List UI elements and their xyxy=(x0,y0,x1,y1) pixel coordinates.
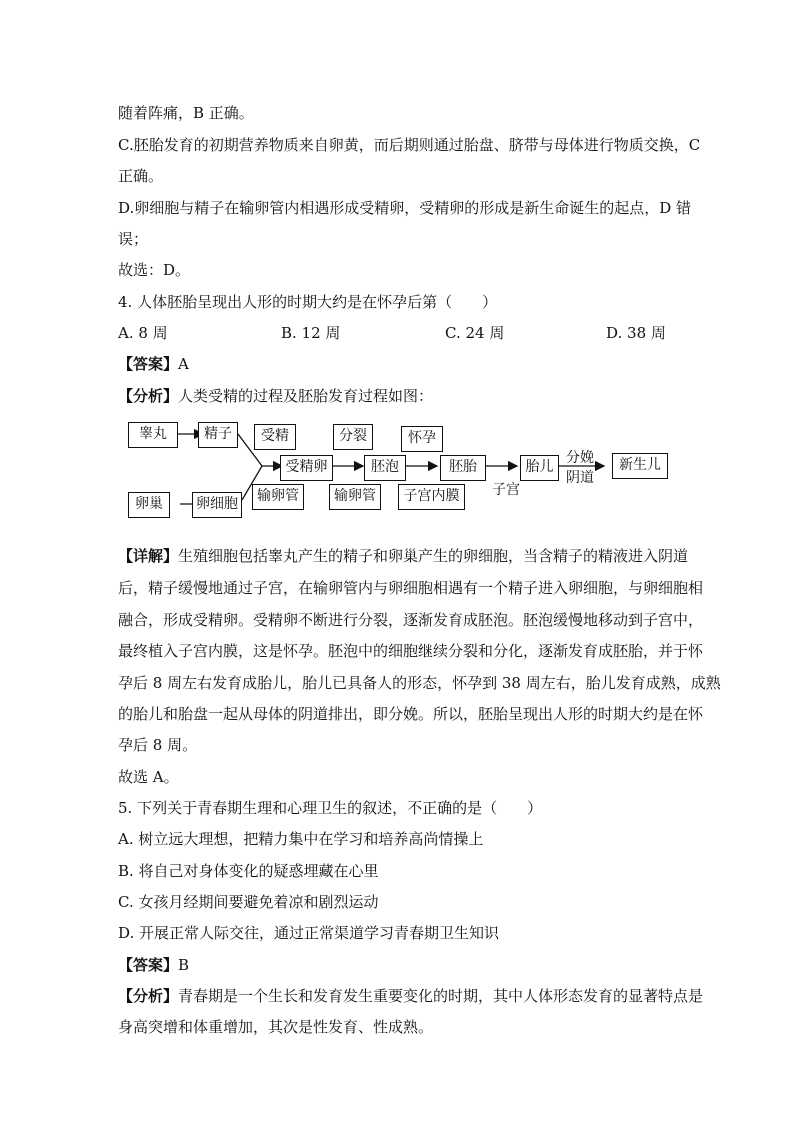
conclusion-line: 故选 A。 xyxy=(118,768,179,786)
answer-value: B xyxy=(178,956,190,974)
detail-line xyxy=(118,546,688,566)
box-ovary: 卵巢 xyxy=(128,492,170,518)
text-line: 误； xyxy=(118,230,149,248)
detail-line: 后，精子缓慢地通过子宫，在输卵管内与卵细胞相遇有一个精子进入卵细胞，与卵细胞相 xyxy=(118,579,704,597)
option-a: A. 树立远大理想，把精力集中在学习和培养高尚情操上 xyxy=(118,830,484,848)
label-delivery: 分娩 xyxy=(566,450,594,466)
box-embryo: 胚胎 xyxy=(440,455,486,481)
detail-line: 最终植入子宫内膜，这是怀孕。胚泡中的细胞继续分裂和分化，逐渐发育成胚胎，并于怀 xyxy=(118,642,704,660)
box-blastocyst: 胚泡 xyxy=(364,455,406,481)
detail-line: 孕后 8 周。 xyxy=(118,736,198,754)
option-d: D. 开展正常人际交往，通过正常渠道学习青春期卫生知识 xyxy=(118,924,500,942)
label-vagina: 阴道 xyxy=(566,470,594,486)
detail-text: 生殖细胞包括睾丸产生的精子和卵巢产生的卵细胞，当含精子的精液进入阴道 xyxy=(178,547,689,565)
box-egg: 卵细胞 xyxy=(192,492,242,518)
box-endometrium: 子宫内膜 xyxy=(398,484,465,510)
analysis-line xyxy=(118,986,703,1006)
box-pregnancy: 怀孕 xyxy=(401,426,443,452)
text-line: 故选：D。 xyxy=(118,261,191,279)
box-oviduct-2: 输卵管 xyxy=(329,484,381,510)
question-5-stem: 5. 下列关于青春期生理和心理卫生的叙述，不正确的是（ ） xyxy=(118,799,543,817)
answer-tag: 【答案】 xyxy=(118,355,179,373)
answer-tag: 【答案】 xyxy=(118,956,179,974)
answer-line xyxy=(118,955,189,975)
box-sperm: 精子 xyxy=(198,422,238,448)
detail-line: 的胎儿和胎盘一起从母体的阴道排出，即分娩。所以，胚胎呈现出人形的时期大约是在怀 xyxy=(118,705,704,723)
text-line: 正确。 xyxy=(118,167,164,185)
box-newborn: 新生儿 xyxy=(612,453,668,479)
option-b: B. 将自己对身体变化的疑惑埋藏在心里 xyxy=(118,862,379,880)
question-4-stem: 4. 人体胚胎呈现出人形的时期大约是在怀孕后第（ ） xyxy=(118,293,498,311)
text-line: C.胚胎发育的初期营养物质来自卵黄，而后期则通过胎盘、脐带与母体进行物质交换，C xyxy=(118,136,701,154)
analysis-line: 身高突增和体重增加，其次是性发育、性成熟。 xyxy=(118,1018,434,1036)
option-a: A. 8 周 xyxy=(118,324,168,342)
box-testis: 睾丸 xyxy=(128,422,178,448)
detail-line: 孕后 8 周左右发育成胎儿，胎儿已具备人的形态，怀孕到 38 周左右，胎儿发育成熟，成熟 xyxy=(118,674,721,692)
answer-value: A xyxy=(178,355,189,373)
detail-tag: 【详解】 xyxy=(118,547,179,565)
analysis-tag: 【分析】 xyxy=(118,987,179,1005)
option-c: C. 24 周 xyxy=(445,324,505,342)
option-d: D. 38 周 xyxy=(606,324,666,342)
analysis-text: 青春期是一个生长和发育发生重要变化的时期，其中人体形态发育的显著特点是 xyxy=(178,987,704,1005)
analysis-tag: 【分析】 xyxy=(118,387,179,405)
text-line: D.卵细胞与精子在输卵管内相遇形成受精卵，受精卵的形成是新生命诞生的起点，D 错 xyxy=(118,199,692,217)
label-uterus: 子宫 xyxy=(492,482,520,498)
box-fetus: 胎儿 xyxy=(520,455,559,481)
box-zygote: 受精卵 xyxy=(280,455,333,481)
box-division: 分裂 xyxy=(333,424,373,450)
box-fertilization: 受精 xyxy=(254,424,296,450)
analysis-text: 人类受精的过程及胚胎发育过程如图： xyxy=(178,387,434,405)
box-oviduct-1: 输卵管 xyxy=(252,484,304,510)
option-b: B. 12 周 xyxy=(281,324,341,342)
text-line: 随着阵痛，B 正确。 xyxy=(118,104,254,122)
detail-line: 融合，形成受精卵。受精卵不断进行分裂，逐渐发育成胚泡。胚泡缓慢地移动到子宫中， xyxy=(118,611,704,629)
option-c: C. 女孩月经期间要避免着凉和剧烈运动 xyxy=(118,893,379,911)
